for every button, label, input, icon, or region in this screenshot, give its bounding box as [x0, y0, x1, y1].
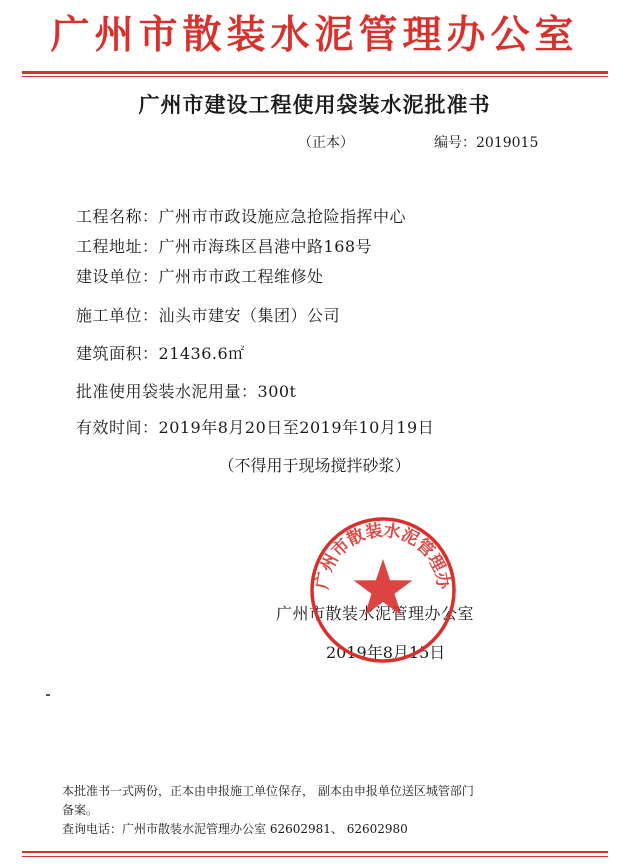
document-title: 广州市建设工程使用袋装水泥批准书	[138, 92, 491, 117]
official-seal	[308, 515, 458, 665]
document-number-label: 编号：	[434, 135, 476, 151]
field-value: 广州市市政设施应急抢险指挥中心	[158, 207, 407, 226]
field-value: 300t	[257, 382, 297, 401]
field-project-address	[76, 235, 372, 259]
footer-rule-thin	[22, 856, 608, 857]
field-value: 汕头市建安（集团）公司	[158, 306, 341, 325]
field-floor-area	[76, 342, 245, 366]
field-validity-period	[76, 416, 434, 440]
field-label: 施工单位：	[76, 306, 159, 325]
field-value: 21436.6㎡	[158, 344, 245, 363]
field-label: 建设单位：	[76, 267, 159, 286]
field-construction-unit	[76, 265, 324, 289]
signature-org: 广州市散装水泥管理办公室	[276, 604, 475, 623]
copy-label: （正本）	[298, 135, 354, 151]
footer-line-1: 本批准书一式两份，正本由申报施工单位保存， 副本由申报单位送区城管部门	[62, 784, 474, 798]
field-project-name	[76, 205, 406, 229]
field-value: 广州市海珠区昌港中路168号	[158, 237, 373, 256]
field-value: 广州市市政工程维修处	[158, 267, 324, 286]
letterhead-rule-thick	[22, 71, 608, 74]
star-icon	[354, 559, 413, 615]
document-number-value: 2019015	[476, 135, 539, 151]
footer-line-2: 备案。	[62, 803, 99, 817]
signature-date: 2019年8月15日	[326, 643, 446, 662]
seal-text: 广州市散装水泥管理办	[312, 520, 454, 591]
document-number	[434, 133, 538, 153]
field-label: 工程地址：	[76, 237, 159, 256]
field-label: 建筑面积：	[76, 344, 159, 363]
field-value: 2019年8月20日至2019年10月19日	[158, 418, 435, 437]
stray-mark	[46, 694, 50, 696]
field-label: 批准使用袋装水泥用量：	[76, 382, 258, 401]
footer-rule-thick	[22, 851, 608, 853]
field-label: 有效时间：	[76, 418, 159, 437]
letterhead-rule-thin	[22, 76, 608, 77]
field-cement-quantity	[76, 380, 296, 404]
field-contractor	[76, 304, 340, 328]
field-label: 工程名称：	[76, 207, 159, 226]
footer-line-3: 查询电话：广州市散装水泥管理办公室 62602981、 62602980	[62, 822, 408, 836]
restriction-note: （不得用于现场搅拌砂浆）	[218, 456, 411, 475]
letterhead-title: 广州市散装水泥管理办公室	[50, 12, 579, 58]
